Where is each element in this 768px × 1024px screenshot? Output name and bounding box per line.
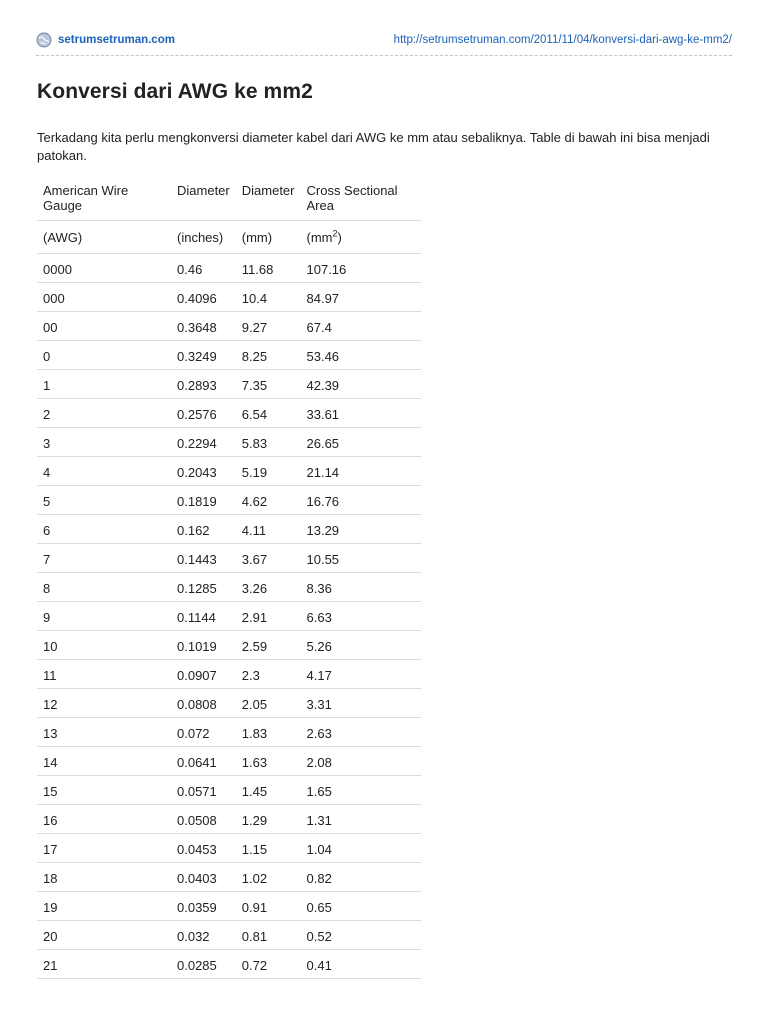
cell-diameter-inches: 0.3648 [171, 311, 236, 340]
header-awg: American Wire Gauge [37, 179, 171, 220]
table-row [37, 659, 421, 688]
cell-diameter-mm: 9.27 [236, 311, 301, 340]
table-row [37, 253, 421, 282]
cell-diameter-inches: 0.2576 [171, 398, 236, 427]
cell-awg: 9 [37, 601, 171, 630]
cell-awg: 10 [37, 630, 171, 659]
unit-mm: (mm) [236, 220, 301, 253]
cell-diameter-inches: 0.0359 [171, 891, 236, 920]
table-row [37, 920, 421, 949]
table-row [37, 456, 421, 485]
cell-area: 0.41 [301, 949, 421, 978]
cell-diameter-mm: 1.15 [236, 833, 301, 862]
cell-diameter-inches: 0.1443 [171, 543, 236, 572]
site-link[interactable] [36, 32, 175, 48]
table-row [37, 572, 421, 601]
header-divider [36, 55, 732, 56]
table-row [37, 688, 421, 717]
cell-awg: 4 [37, 456, 171, 485]
cell-diameter-mm: 2.3 [236, 659, 301, 688]
cell-awg: 17 [37, 833, 171, 862]
cell-area: 84.97 [301, 282, 421, 311]
intro-paragraph: Terkadang kita perlu mengkonversi diameter kabel dari AWG ke mm atau sebaliknya. Table di bawah ini bisa menjadi patokan. [37, 130, 710, 163]
cell-awg: 8 [37, 572, 171, 601]
table-row [37, 601, 421, 630]
cell-diameter-inches: 0.162 [171, 514, 236, 543]
table-row [37, 630, 421, 659]
cell-awg: 5 [37, 485, 171, 514]
table-row [37, 833, 421, 862]
cell-diameter-inches: 0.2043 [171, 456, 236, 485]
cell-awg: 0 [37, 340, 171, 369]
cell-awg: 16 [37, 804, 171, 833]
cell-diameter-mm: 4.62 [236, 485, 301, 514]
cell-diameter-inches: 0.2893 [171, 369, 236, 398]
cell-diameter-mm: 0.81 [236, 920, 301, 949]
cell-diameter-mm: 6.54 [236, 398, 301, 427]
unit-awg: (AWG) [37, 220, 171, 253]
cell-awg: 1 [37, 369, 171, 398]
cell-diameter-inches: 0.0403 [171, 862, 236, 891]
cell-area: 1.65 [301, 775, 421, 804]
cell-area: 6.63 [301, 601, 421, 630]
cell-awg: 20 [37, 920, 171, 949]
cell-awg: 3 [37, 427, 171, 456]
cell-diameter-inches: 0.0508 [171, 804, 236, 833]
cell-area: 3.31 [301, 688, 421, 717]
cell-diameter-mm: 2.59 [236, 630, 301, 659]
cell-awg: 000 [37, 282, 171, 311]
page-title: Konversi dari AWG ke mm2 [37, 80, 313, 103]
cell-area: 53.46 [301, 340, 421, 369]
cell-diameter-mm: 10.4 [236, 282, 301, 311]
cell-area: 10.55 [301, 543, 421, 572]
table-row [37, 543, 421, 572]
header-diameter-inches: Diameter [171, 179, 236, 220]
table-row [37, 427, 421, 456]
cell-awg: 19 [37, 891, 171, 920]
table-row [37, 717, 421, 746]
cell-diameter-mm: 5.19 [236, 456, 301, 485]
cell-area: 5.26 [301, 630, 421, 659]
unit-area [301, 220, 421, 253]
cell-area: 13.29 [301, 514, 421, 543]
cell-area: 33.61 [301, 398, 421, 427]
cell-diameter-mm: 2.91 [236, 601, 301, 630]
cell-diameter-mm: 0.72 [236, 949, 301, 978]
cell-area: 1.31 [301, 804, 421, 833]
cell-awg: 0000 [37, 253, 171, 282]
cell-awg: 2 [37, 398, 171, 427]
table-header-row [37, 179, 421, 220]
cell-area: 8.36 [301, 572, 421, 601]
cell-diameter-inches: 0.46 [171, 253, 236, 282]
cell-awg: 00 [37, 311, 171, 340]
cell-area: 67.4 [301, 311, 421, 340]
unit-area-prefix: (mm [306, 229, 333, 245]
cell-awg: 14 [37, 746, 171, 775]
cell-diameter-mm: 3.67 [236, 543, 301, 572]
cell-area: 2.08 [301, 746, 421, 775]
cell-awg: 15 [37, 775, 171, 804]
cell-awg: 21 [37, 949, 171, 978]
cell-diameter-inches: 0.0808 [171, 688, 236, 717]
table-row [37, 746, 421, 775]
table-row [37, 369, 421, 398]
unit-area-suffix: ) [337, 229, 342, 245]
cell-diameter-inches: 0.0571 [171, 775, 236, 804]
cell-diameter-inches: 0.072 [171, 717, 236, 746]
unit-inches: (inches) [171, 220, 236, 253]
site-name: setrumsetruman.com [58, 34, 175, 46]
cell-area: 0.65 [301, 891, 421, 920]
table-row [37, 862, 421, 891]
cell-awg: 12 [37, 688, 171, 717]
cell-diameter-inches: 0.0453 [171, 833, 236, 862]
cell-diameter-mm: 11.68 [236, 253, 301, 282]
cell-area: 1.04 [301, 833, 421, 862]
cell-diameter-inches: 0.0641 [171, 746, 236, 775]
cell-area: 0.82 [301, 862, 421, 891]
cell-diameter-inches: 0.3249 [171, 340, 236, 369]
table-row [37, 775, 421, 804]
cell-awg: 13 [37, 717, 171, 746]
cell-area: 107.16 [301, 253, 421, 282]
cell-area: 42.39 [301, 369, 421, 398]
page-url-link[interactable]: http://setrumsetruman.com/2011/11/04/konversi-dari-awg-ke-mm2/ [393, 34, 732, 46]
cell-diameter-mm: 1.83 [236, 717, 301, 746]
cell-diameter-mm: 1.29 [236, 804, 301, 833]
globe-icon [36, 32, 52, 48]
cell-awg: 6 [37, 514, 171, 543]
cell-diameter-inches: 0.0285 [171, 949, 236, 978]
cell-diameter-inches: 0.4096 [171, 282, 236, 311]
header-cross-sectional-area: Cross Sectional Area [301, 179, 421, 220]
table-row [37, 514, 421, 543]
cell-diameter-mm: 7.35 [236, 369, 301, 398]
cell-area: 26.65 [301, 427, 421, 456]
cell-diameter-mm: 1.02 [236, 862, 301, 891]
awg-conversion-table [37, 179, 421, 979]
cell-diameter-mm: 1.63 [236, 746, 301, 775]
cell-diameter-inches: 0.2294 [171, 427, 236, 456]
cell-area: 16.76 [301, 485, 421, 514]
cell-diameter-inches: 0.032 [171, 920, 236, 949]
cell-diameter-inches: 0.1144 [171, 601, 236, 630]
cell-diameter-inches: 0.1819 [171, 485, 236, 514]
cell-diameter-mm: 1.45 [236, 775, 301, 804]
unit-area-sup: 2 [332, 228, 338, 239]
cell-area: 4.17 [301, 659, 421, 688]
cell-awg: 18 [37, 862, 171, 891]
cell-diameter-mm: 0.91 [236, 891, 301, 920]
cell-diameter-mm: 3.26 [236, 572, 301, 601]
header-diameter-mm: Diameter [236, 179, 301, 220]
cell-area: 2.63 [301, 717, 421, 746]
cell-area: 21.14 [301, 456, 421, 485]
cell-awg: 7 [37, 543, 171, 572]
table-row [37, 282, 421, 311]
cell-diameter-mm: 5.83 [236, 427, 301, 456]
cell-diameter-inches: 0.0907 [171, 659, 236, 688]
page-header [36, 32, 732, 52]
table-unit-row [37, 220, 421, 253]
table-row [37, 804, 421, 833]
cell-area: 0.52 [301, 920, 421, 949]
table-row [37, 891, 421, 920]
cell-diameter-mm: 4.11 [236, 514, 301, 543]
cell-diameter-mm: 2.05 [236, 688, 301, 717]
table-row [37, 949, 421, 978]
cell-diameter-inches: 0.1285 [171, 572, 236, 601]
cell-awg: 11 [37, 659, 171, 688]
cell-diameter-mm: 8.25 [236, 340, 301, 369]
table-row [37, 398, 421, 427]
table-row [37, 485, 421, 514]
cell-diameter-inches: 0.1019 [171, 630, 236, 659]
table-row [37, 340, 421, 369]
table-row [37, 311, 421, 340]
